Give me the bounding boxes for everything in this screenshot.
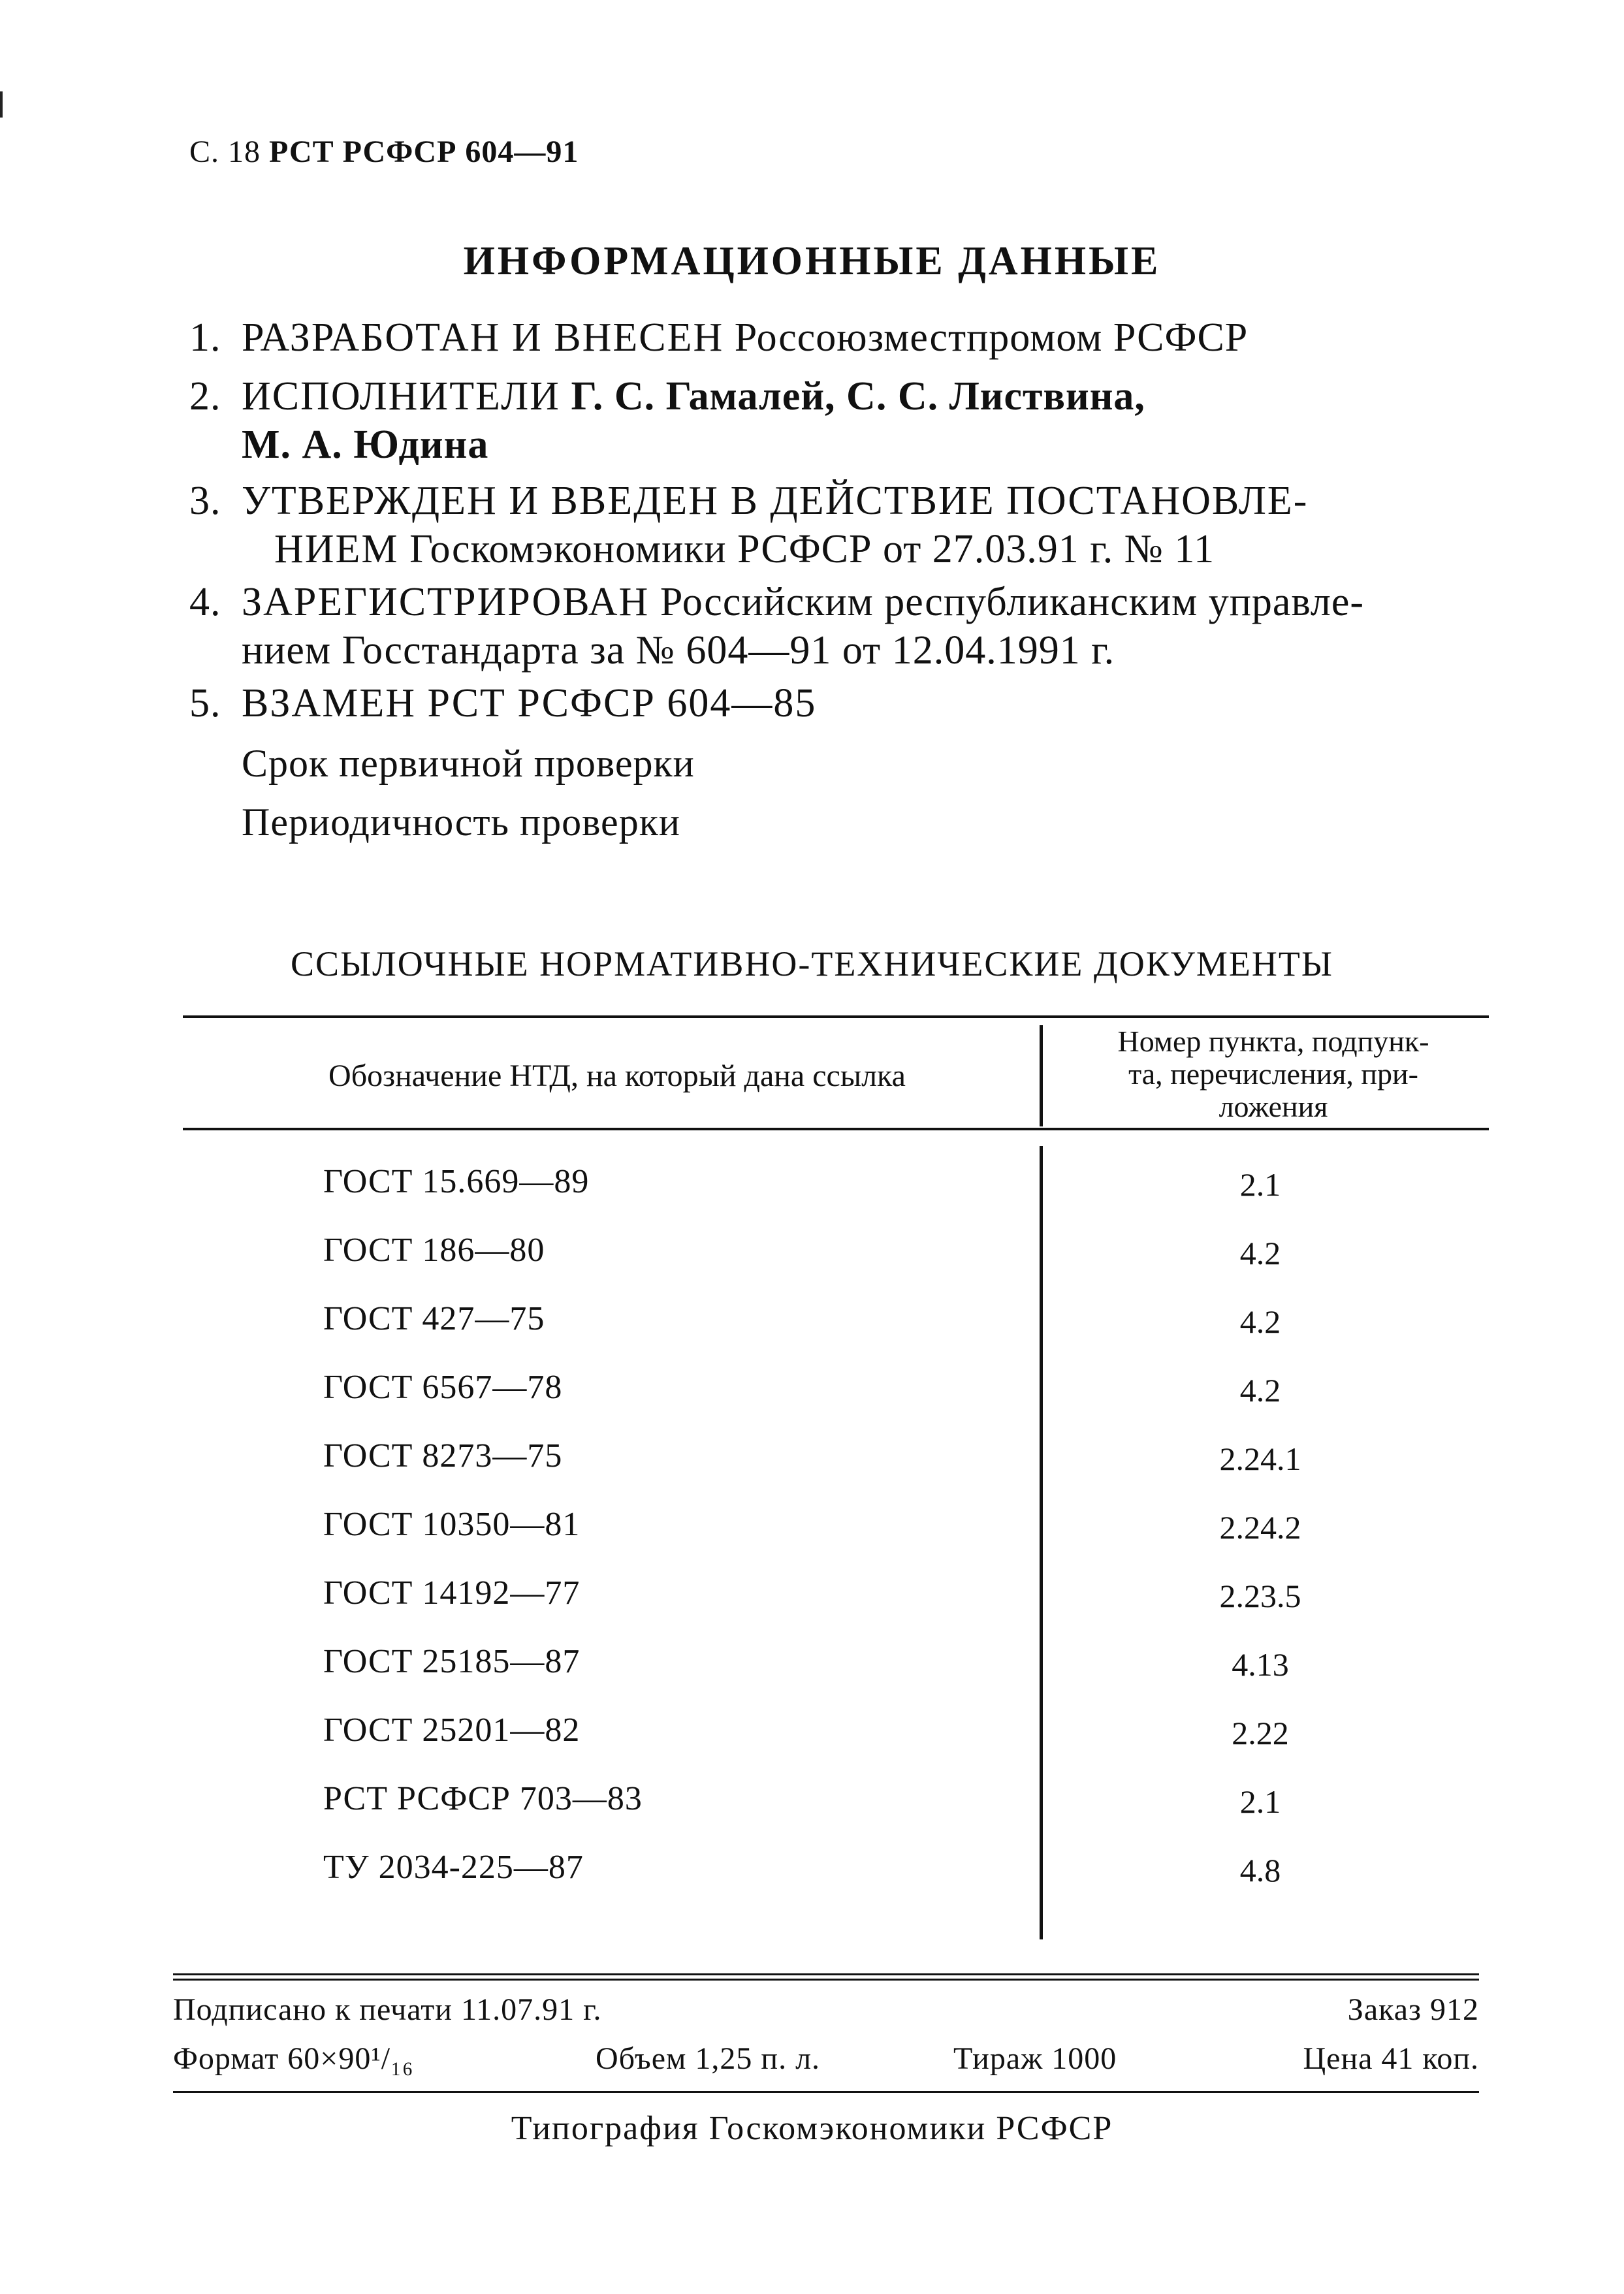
table-row-doc: ГОСТ 25201—82 xyxy=(323,1712,581,1749)
item-authors: Г. С. Гамалей, С. С. Листвина, xyxy=(571,374,1145,419)
table-row-doc: ГОСТ 427—75 xyxy=(323,1300,545,1337)
first-check-label: Срок первичной проверки xyxy=(242,742,695,785)
item-caption: ИСПОЛНИТЕЛИ xyxy=(242,374,560,419)
table-row-doc: ГОСТ 10350—81 xyxy=(323,1506,581,1543)
table-header-doc: Обозначение НТД, на который дана ссылка xyxy=(328,1059,906,1093)
table-body-divider xyxy=(1040,1146,1043,1939)
table-row-ref: 4.2 xyxy=(1239,1372,1281,1409)
page-title: ИНФОРМАЦИОННЫЕ ДАННЫЕ xyxy=(463,239,1161,283)
crop-mark xyxy=(0,91,3,118)
imprint-circulation: Тираж 1000 xyxy=(953,2041,1117,2076)
imprint-top-rule xyxy=(173,1973,1479,1975)
table-row-doc: ТУ 2034-225—87 xyxy=(323,1849,584,1886)
page-number: С. 18 xyxy=(189,135,261,169)
table-row-ref: 2.1 xyxy=(1239,1166,1281,1203)
table-row-doc: ГОСТ 8273—75 xyxy=(323,1437,563,1474)
table-row-ref: 4.2 xyxy=(1239,1303,1281,1340)
table-header-rule xyxy=(183,1128,1489,1130)
table-row-ref: 2.24.1 xyxy=(1219,1441,1301,1477)
imprint-top-rule-2 xyxy=(173,1979,1479,1981)
info-item-3: 3. УТВЕРЖДЕН И ВВЕДЕН В ДЕЙСТВИЕ ПОСТАНОВЛЕ- НИЕМ Госкомэкономики РСФСР от 27.03.91 г. № 11 xyxy=(189,479,1309,571)
table-row-doc: ГОСТ 25185—87 xyxy=(323,1643,581,1680)
item-caption: РАЗРАБОТАН И ВНЕСЕН xyxy=(242,315,724,360)
table-row-ref: 2.24.2 xyxy=(1219,1509,1301,1546)
info-item-2: 2. ИСПОЛНИТЕЛИ Г. С. Гамалей, С. С. Листвина, М. А. Юдина xyxy=(189,374,1145,467)
item-caption: ЗАРЕГИСТРИРОВАН xyxy=(242,580,650,624)
table-top-rule xyxy=(183,1015,1489,1018)
page-header xyxy=(189,134,579,170)
table-row-doc: ГОСТ 15.669—89 xyxy=(323,1163,590,1200)
table-row-ref: 2.23.5 xyxy=(1219,1578,1301,1614)
info-item-1: 1. РАЗРАБОТАН И ВНЕСЕН Россоюзместпромом РСФСР xyxy=(189,315,1249,360)
table-row-ref: 2.22 xyxy=(1232,1715,1289,1751)
table-row-doc: ГОСТ 186—80 xyxy=(323,1232,545,1269)
imprint-printer: Типография Госкомэкономики РСФСР xyxy=(511,2110,1113,2147)
item-text-cont: нием Госстандарта за № 604—91 от 12.04.1991 г. xyxy=(242,628,1115,673)
table-row-doc: РСТ РСФСР 703—83 xyxy=(323,1780,643,1817)
item-authors-cont: М. А. Юдина xyxy=(242,422,489,467)
table-row-ref: 4.8 xyxy=(1239,1852,1281,1888)
imprint-format: Формат 60×90¹/₁₆ xyxy=(173,2041,414,2076)
table-header-ref: Номер пункта, подпунк- та, перечисления, при- ложения xyxy=(1117,1025,1429,1123)
item-text: Россоюзместпромом РСФСР xyxy=(734,315,1249,360)
item-text: Российским республиканским управле- xyxy=(660,580,1365,624)
table-row-doc: ГОСТ 6567—78 xyxy=(323,1369,563,1406)
info-item-4: 4. ЗАРЕГИСТРИРОВАН Российским республиканским управле- нием Госстандарта за № 604—91 от 12.04.1991 г. xyxy=(189,580,1365,673)
imprint-bottom-rule xyxy=(173,2091,1479,2093)
imprint-signed: Подписано к печати 11.07.91 г. xyxy=(173,1992,602,2027)
table-row-ref: 4.13 xyxy=(1232,1646,1289,1683)
item-caption: ВЗАМЕН РСТ РСФСР 604—85 xyxy=(242,681,817,725)
check-period-label: Периодичность проверки xyxy=(242,801,680,844)
standard-code: РСТ РСФСР 604—91 xyxy=(269,135,579,169)
info-item-5: 5. ВЗАМЕН РСТ РСФСР 604—85 xyxy=(189,681,817,725)
imprint-price: Цена 41 коп. xyxy=(1303,2041,1479,2076)
imprint-order: Заказ 912 xyxy=(1347,1992,1479,2027)
table-row-ref: 4.2 xyxy=(1239,1235,1281,1271)
item-caption: УТВЕРЖДЕН И ВВЕДЕН В ДЕЙСТВИЕ ПОСТАНОВЛЕ- xyxy=(242,479,1309,523)
imprint-volume: Объем 1,25 п. л. xyxy=(596,2041,821,2076)
table-row-ref: 2.1 xyxy=(1239,1783,1281,1820)
item-text: Госкомэкономики РСФСР от 27.03.91 г. № 11 xyxy=(409,527,1215,571)
references-title: ССЫЛОЧНЫЕ НОРМАТИВНО-ТЕХНИЧЕСКИЕ ДОКУМЕНТЫ xyxy=(291,944,1333,983)
table-row-doc: ГОСТ 14192—77 xyxy=(323,1574,581,1612)
